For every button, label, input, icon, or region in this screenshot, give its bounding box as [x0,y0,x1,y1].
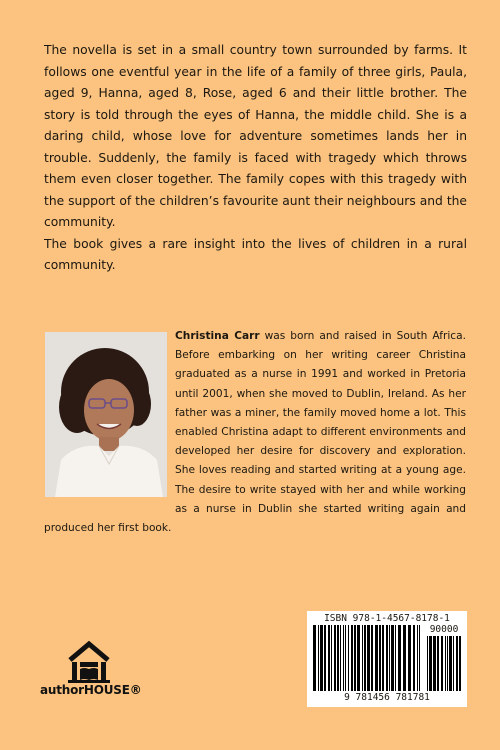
barcode-bar [371,625,373,691]
barcode-bar [391,625,394,691]
blurb-paragraph: The novella is set in a small country town surrounded by farms. It follows one eventful year in the life of a family of three girls, Paula, aged 9, Hanna, aged 8, Rose, aged 6 and their little brother. The story is told through the eyes of Hanna, the middle child. She is a daring child, whose love for adventure sometimes lands her in trouble. Suddenly, the family is faced with tragedy which throws them even closer together. The family copes with this tragedy with the support of the children’s favourite aunt their neighbours and the community. [44,43,467,229]
barcode-bar [389,625,390,691]
barcode-bar [379,625,381,691]
barcode-bar [362,625,363,691]
price-code: 90000 [429,624,459,635]
barcode-bar [345,625,346,691]
barcode-bar [367,625,370,691]
blurb-paragraph: The book gives a rare insight into the lives of children in a rural community. [44,236,467,272]
barcode-bar [351,625,353,691]
barcode-bar [449,636,452,691]
barcode-bar [324,625,326,691]
author-bio-text: was born and raised in South Africa. Before embarking on her writing career Christina graduated as a nurse in 1991 and worked in Pretoria until 2001, when she moved to Dublin, Ireland. As her father was a miner, the family moved home a lot. This enabled Christina adapt to different environments and developed her desire for discovery and exploration. She loves reading and started writing at a young age. The desire to write stayed with her and while working as a nurse in Dublin she started writing again and produced her first book. [44,330,466,535]
barcode-bar [357,625,360,691]
barcode-bar [419,625,420,691]
isbn-label: ISBN 978-1-4567-8178-1 [324,613,450,624]
addon-barcode-bars [427,636,463,691]
barcode-bar [320,625,323,691]
barcode-bar [382,625,384,691]
barcode-bar [453,636,454,691]
house-book-icon [50,638,150,684]
barcode-bar [348,625,349,691]
isbn-barcode [307,611,467,707]
barcode-bar [429,636,432,691]
barcode-bar [337,625,339,691]
barcode-bar [445,636,446,691]
barcode-bar [386,625,388,691]
barcode-bar [364,625,366,691]
barcode-bar [459,636,461,691]
barcode-bar [437,636,439,691]
barcode-bar [313,625,316,691]
barcode-bar [456,636,458,691]
barcode-bar [375,625,378,691]
barcode-bar [398,625,401,691]
barcode-bar [408,625,411,691]
ean-barcode-bars [313,625,423,691]
barcode-bar [433,636,436,691]
publisher-name: authorHOUSE® [40,683,142,697]
back-cover-blurb [44,40,467,277]
barcode-bar [328,625,330,691]
barcode-bar [417,625,418,691]
author-name: Christina Carr [175,330,260,342]
barcode-bar [441,636,443,691]
barcode-bar [318,625,319,691]
barcode-bar [413,625,415,691]
barcode-bar [395,625,396,691]
barcode-bar [427,636,428,691]
author-bio [44,327,466,538]
barcode-bar [354,625,356,691]
barcode-bar [403,625,406,691]
barcode-bar [343,625,344,691]
barcode-bar [447,636,448,691]
barcode-bar [331,625,332,691]
barcode-bar [340,625,341,691]
barcode-bar [334,625,336,691]
barcode-digits: 9 781456 781781 [344,692,430,703]
